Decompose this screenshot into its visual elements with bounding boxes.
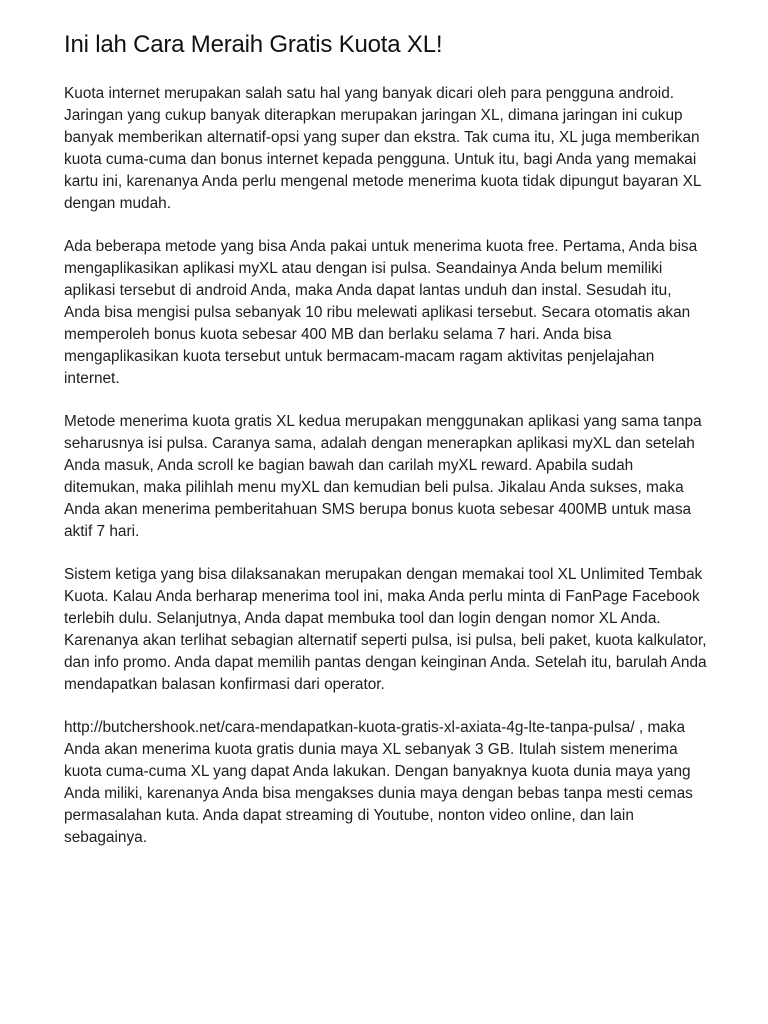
- paragraph-intro: Kuota internet merupakan salah satu hal yang banyak dicari oleh para pengguna android. Jaringan yang cukup banyak diterapkan merupakan jaringan XL, dimana jaringan ini cukup banyak memberikan alternatif-opsi yang super dan ekstra. Tak cuma itu, XL juga memberikan kuota cuma-cuma dan bonus internet kepada pengguna. Untuk itu, bagi Anda yang memakai kartu ini, karenanya Anda perlu mengenal metode menerima kuota tidak dipungut bayaran XL dengan mudah.: [64, 85, 701, 212]
- paragraph-method-two: Metode menerima kuota gratis XL kedua merupakan menggunakan aplikasi yang sama tanpa seharusnya isi pulsa. Caranya sama, adalah dengan menerapkan aplikasi myXL dan setelah Anda masuk, Anda scroll ke bagian bawah dan carilah myXL reward. Apabila sudah ditemukan, maka pilihlah menu myXL dan kemudian beli pulsa. Jikalau Anda sukses, maka Anda akan menerima pemberitahuan SMS berupa bonus kuota sebesar 400MB untuk masa aktif 7 hari.: [64, 413, 702, 540]
- paragraph-method-three: Sistem ketiga yang bisa dilaksanakan merupakan dengan memakai tool XL Unlimited Tembak Kuota. Kalau Anda berharap menerima tool ini, maka Anda perlu minta di FanPage Facebook terlebih dulu. Selanjutnya, Anda dapat membuka tool dan login dengan nomor XL Anda. Karenanya akan terlihat sebagian alternatif seperti pulsa, isi pulsa, beli paket, kuota kalkulator, dan info promo. Anda dapat memilih pantas dengan keinginan Anda. Setelah itu, barulah Anda mendapatkan balasan konfirmasi dari operator.: [64, 566, 707, 693]
- paragraph-closing: http://butchershook.net/cara-mendapatkan-kuota-gratis-xl-axiata-4g-lte-tanpa-pulsa/ , maka Anda akan menerima kuota gratis dunia maya XL sebanyak 3 GB. Itulah sistem menerima kuota cuma-cuma XL yang dapat Anda lakukan. Dengan banyaknya kuota dunia maya yang Anda miliki, karenanya Anda bisa mengakses dunia maya dengan bebas tanpa mesti cemas permasalahan kuta. Anda dapat streaming di Youtube, nonton video online, dan lain sebagainya.: [64, 719, 693, 846]
- document-page: [64, 27, 709, 849]
- paragraph-method-one: Ada beberapa metode yang bisa Anda pakai untuk menerima kuota free. Pertama, Anda bisa mengaplikasikan aplikasi myXL atau dengan isi pulsa. Seandainya Anda belum memiliki aplikasi tersebut di android Anda, maka Anda dapat lantas unduh dan instal. Sesudah itu, Anda bisa mengisi pulsa sebanyak 10 ribu melewati aplikasi tersebut. Secara otomatis akan memperoleh bonus kuota sebesar 400 MB dan berlaku selama 7 hari. Anda bisa mengaplikasikan kuota tersebut untuk bermacam-macam ragam aktivitas penjelajahan internet.: [64, 238, 698, 387]
- document-title: Ini lah Cara Meraih Gratis Kuota XL!: [64, 31, 443, 58]
